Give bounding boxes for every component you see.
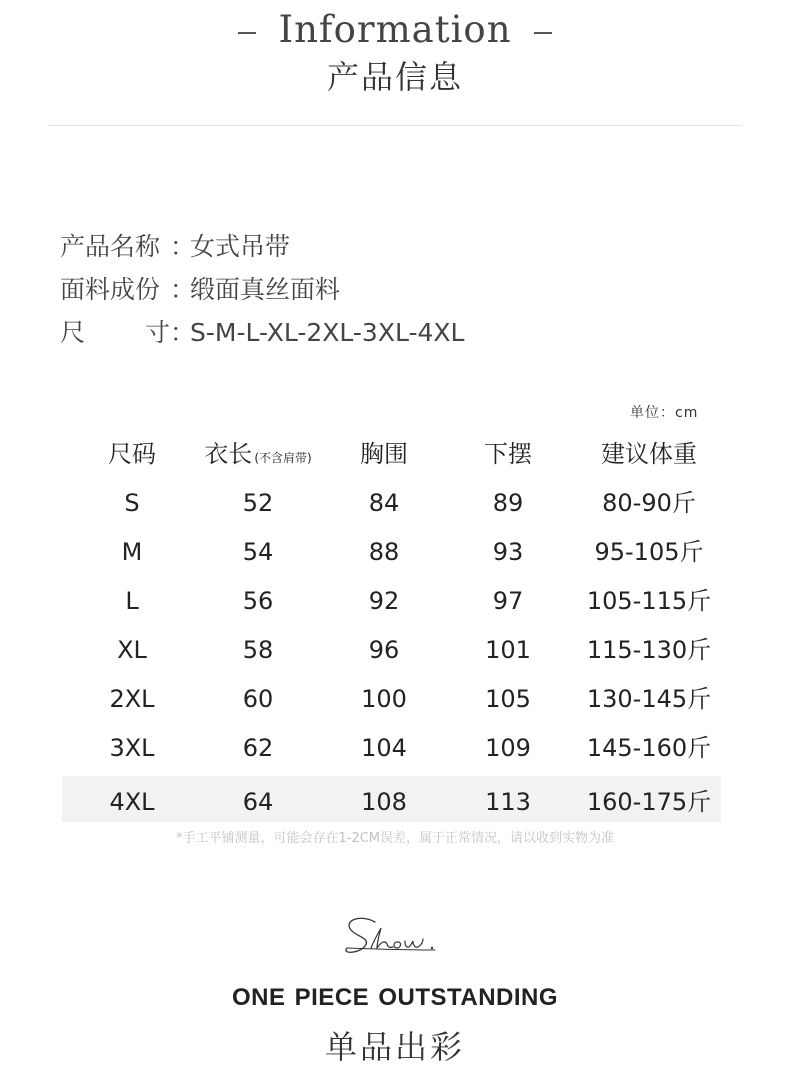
detail-value: 缎面真丝面料 [190,275,341,304]
cell-bust: 84 [368,489,400,517]
cell-length: 64 [242,788,274,816]
table-row [62,528,721,577]
measurement-footnote: *手工平铺测量，可能会存在1-2CM误差，属于正常情况，请以收到实物为准 [175,831,615,846]
cell-hem: 105 [485,685,531,713]
page-header [0,0,790,130]
detail-value: S-M-L-XL-2XL-3XL-4XL [190,318,465,347]
table-row-highlighted [62,776,721,822]
header-length-note: (不含肩带) [254,451,312,465]
detail-separator: ： [170,275,196,304]
detail-label-char: 寸 [144,318,170,347]
cell-hem: 93 [492,538,524,566]
header-length-label: 衣长 [204,440,253,468]
cell-size: 2XL [109,685,155,713]
table-header-row [62,430,721,479]
slogan-english: ONE PIECE OUTSTANDING [231,984,559,1011]
cell-length: 52 [242,489,274,517]
cell-bust: 92 [368,587,400,615]
product-details [60,225,464,354]
cell-hem: 113 [485,788,531,816]
cell-weight: 95-105斤 [594,538,704,566]
cell-weight: 160-175斤 [586,788,712,816]
cell-hem: 109 [485,734,531,762]
information-title: Information [278,8,512,51]
cell-length: 60 [242,685,274,713]
detail-label: 产品名称 [60,232,161,261]
detail-fabric [60,268,464,311]
cell-weight: 130-145斤 [586,685,712,713]
header-hem: 下摆 [484,440,532,468]
cell-size: 3XL [109,734,155,762]
table-row [62,577,721,626]
cell-size: L [125,587,139,615]
information-heading [0,8,790,51]
cell-size: M [121,538,143,566]
detail-value: 女式吊带 [190,232,291,261]
cell-hem: 89 [492,489,524,517]
detail-separator: ： [170,318,196,347]
header-length [187,430,329,483]
detail-label: 面料成份 [60,275,161,304]
cell-size: S [124,489,140,517]
header-weight: 建议体重 [601,440,697,468]
right-dash [534,32,552,34]
table-row [62,626,721,675]
cell-bust: 104 [361,734,407,762]
table-row [62,675,721,724]
detail-label-char: 尺 [60,318,86,347]
cell-hem: 97 [492,587,524,615]
cell-weight: 145-160斤 [586,734,712,762]
show-script-logo [335,912,455,960]
cell-length: 58 [242,636,274,664]
cell-weight: 115-130斤 [586,636,712,664]
cell-bust: 88 [368,538,400,566]
header-size: 尺码 [108,440,156,468]
detail-product-name [60,225,464,268]
cell-size: 4XL [109,788,155,816]
size-table [62,430,721,822]
product-info-title: 产品信息 [326,58,463,96]
table-row [62,724,721,773]
detail-label [60,311,170,354]
cell-length: 62 [242,734,274,762]
cell-length: 54 [242,538,274,566]
cell-bust: 96 [368,636,400,664]
cell-bust: 108 [361,788,407,816]
header-bust: 胸围 [360,440,408,468]
cell-weight: 80-90斤 [602,489,696,517]
cell-bust: 100 [361,685,407,713]
detail-separator: ： [170,232,196,261]
cell-hem: 101 [485,636,531,664]
detail-size [60,311,464,354]
unit-label: 单位：cm [630,405,699,421]
table-row [62,479,721,528]
cell-length: 56 [242,587,274,615]
slogan-chinese: 单品出彩 [324,1028,465,1066]
cell-weight: 105-115斤 [586,587,712,615]
left-dash [238,32,256,34]
cell-size: XL [117,636,147,664]
header-divider [48,125,742,126]
